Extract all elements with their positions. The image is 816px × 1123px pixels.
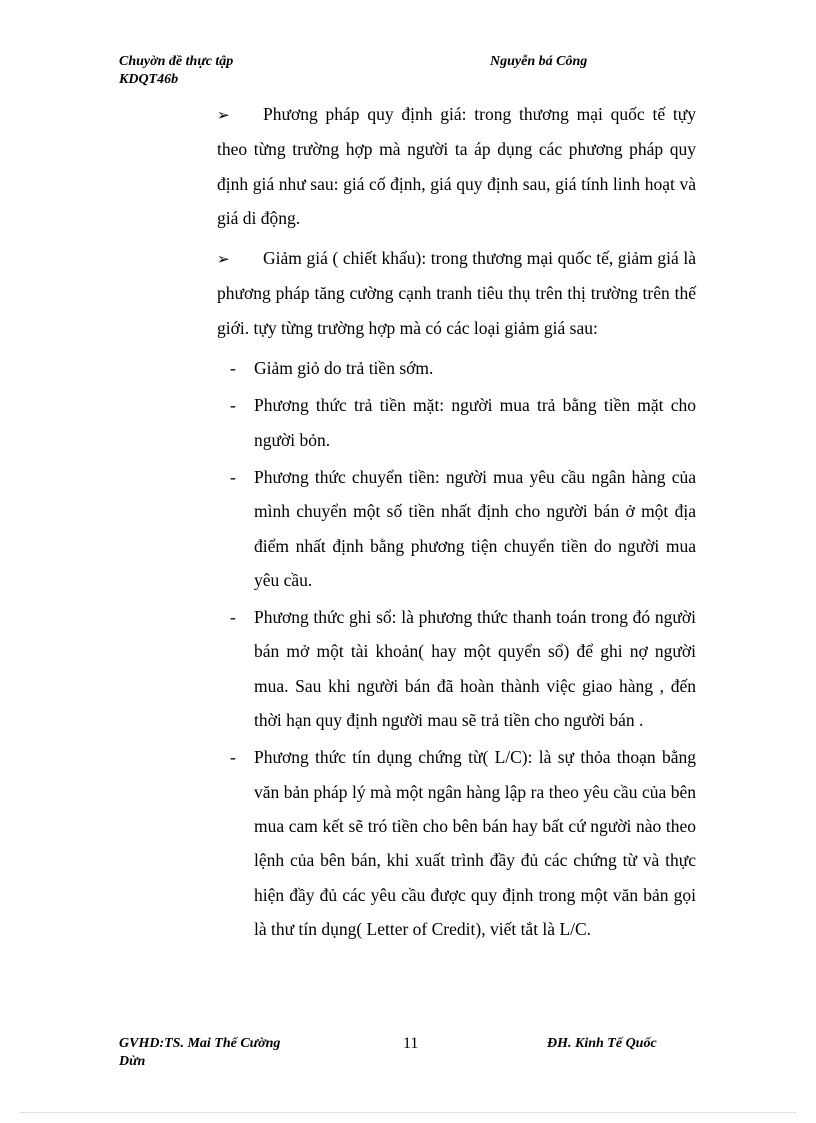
footer-supervisor bbox=[119, 1035, 280, 1071]
list-item bbox=[207, 460, 696, 597]
list-item bbox=[207, 351, 696, 385]
page-number: 11 bbox=[403, 1035, 419, 1052]
list-item bbox=[207, 600, 696, 737]
dash-marker: - bbox=[230, 607, 236, 628]
list-item bbox=[207, 740, 696, 946]
header-left bbox=[119, 53, 233, 89]
list-item-text: Phương thức chuyển tiền: người mua yêu cầu ngân hàng của mình chuyển một số tiền nhất định cho người bán ở một địa điểm nhất định bằng phương tiện chuyển tiền do người mua yêu cầu. bbox=[254, 466, 696, 590]
bullet-text: Giảm giá ( chiết khấu): trong thương mại quốc tế, giảm giá là phương pháp tăng cường cạnh tranh tiêu thụ trên thị trường trên thế giới. tựy từng trường hợp mà có các loại giảm giá sau: bbox=[217, 248, 696, 338]
discount-types-list bbox=[217, 351, 696, 946]
footer-supervisor-line1: GVHD:TS. Mai Thế Cường bbox=[119, 1036, 281, 1051]
bullet-paragraph-discount bbox=[217, 241, 696, 345]
list-item bbox=[207, 388, 696, 457]
list-item-text: Phương thức tín dụng chứng từ( L/C): là sự thỏa thoạn bằng văn bản pháp lý mà một ngân hàng lập ra theo yêu cầu của bên mua cam kết sẽ tró tiền cho bên bán hay bất cứ người nào theo lệnh của bên bán, khi xuất trình đầy đủ các chứng từ và thực hiện đầy đủ các yêu cầu được quy định trong một văn bản gọi là thư tín dụng( Letter of Credit), viết tắt là L/C. bbox=[254, 747, 696, 939]
dash-marker: - bbox=[230, 358, 236, 379]
bullet-paragraph-pricing bbox=[217, 97, 696, 235]
arrow-bullet-icon: ➢ bbox=[217, 250, 230, 269]
list-item-text: Phương thức ghi sổ: là phương thức thanh toán trong đó người bán mở một tài khoản( hay một quyển sổ) để ghi nợ người mua. Sau khi người bán đã hoàn thành việc giao hàng , đến thời hạn quy định người mau sẽ trả tiền cho người bán . bbox=[254, 607, 696, 731]
page-bottom-divider bbox=[20, 1112, 796, 1113]
list-item-text: Giảm giỏ do trả tiền sớm. bbox=[254, 358, 434, 379]
footer-supervisor-line2: Dừn bbox=[119, 1054, 146, 1069]
arrow-bullet-icon: ➢ bbox=[217, 106, 230, 124]
header-course-title: Chuyờn đề thực tập bbox=[119, 54, 234, 69]
document-body bbox=[217, 97, 696, 949]
footer-university: ĐH. Kinh Tế Quốc bbox=[547, 1036, 657, 1051]
bullet-text: Phương pháp quy định giá: trong thương mại quốc tế tựy theo từng trường hợp mà người ta áp dụng các phương pháp quy định giá như sau: giá cố định, giá quy định sau, giá tính linh hoạt và giá di động. bbox=[217, 104, 696, 228]
dash-marker: - bbox=[230, 747, 236, 768]
header-author: Nguyễn bá Công bbox=[490, 54, 588, 69]
dash-marker: - bbox=[230, 395, 236, 416]
dash-marker: - bbox=[230, 466, 236, 487]
header-class-code: KDQT46b bbox=[119, 72, 179, 87]
list-item-text: Phương thức trả tiền mặt: người mua trả bằng tiền mặt cho người bỏn. bbox=[254, 395, 696, 450]
